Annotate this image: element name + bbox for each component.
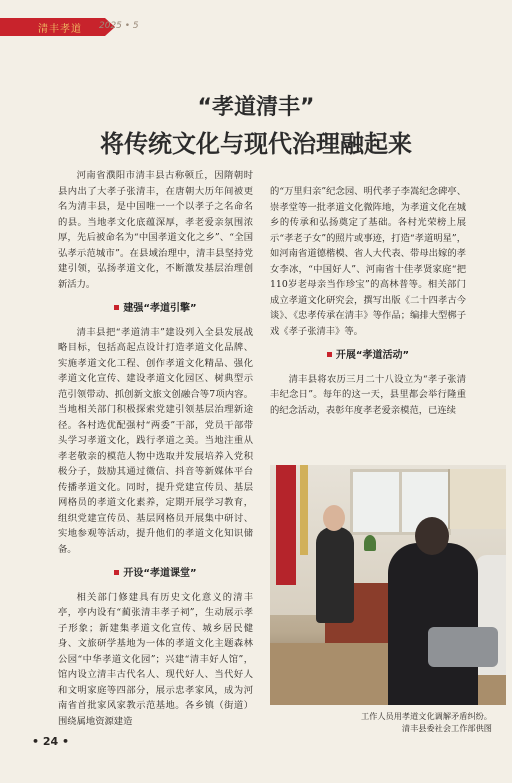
section-engine-paragraph: 清丰县把“孝道清丰”建设列入全县发展战略目标，包括高起点设计打造孝道文化品牌、实施孝道文化工程、创作孝道文化精品、强化孝道文化宣传、建设孝道文化园区、树典型示范引领带动、抓创新文旅文创融合等7项内容。当地相关部门积极探索党建引领基层治理新途径。各村选优配强村“两委”干部，党员干部带头学习孝道文化，践行孝道之美。当地注重从孝老敬亲的模范人物中选取并发展培养入党积极分子，鼓励其通过微信、抖音等新媒体平台传播孝道文化。同时，提升党建宣传员、基层网格员的孝道文化素养，定期开展学习教育，组织党建宣传员、基层网格员开展集中研讨、实地参观等活动，提升他们的孝道文化知识储备。 — [58, 326, 253, 555]
section-activity-paragraph: 清丰县将农历三月二十八设立为“孝子张清丰纪念日”。每年的这一天，县里都会举行隆重的纪念活动，表彰年度孝老爱亲模范，已连续 — [270, 373, 466, 416]
left-column — [58, 168, 253, 729]
article-title-line-2: 将传统文化与现代治理融起来 — [100, 130, 412, 158]
section-heading-engine: 建强“孝道引擎” — [58, 301, 253, 317]
mediation-photo — [270, 465, 506, 705]
right-column — [270, 184, 466, 418]
section-heading-classroom: 开设“孝道课堂” — [58, 566, 253, 582]
issue-number: 2025 • 5 — [99, 21, 139, 31]
section-heading-activity: 开展“孝道活动” — [270, 348, 466, 364]
caption-credit: 清丰县委社会工作部供图 — [401, 723, 492, 733]
magazine-logo: 清丰孝道 — [38, 24, 82, 35]
section-classroom-paragraph: 相关部门修建具有历史文化意义的清丰亭，亭内设有“蔺张清丰孝子祠”，生动展示孝子形象；新建集孝道文化宣传、城乡居民健身、文旅研学基地为一体的孝道文化主题森林公园“中华孝道文化园”；兴建“清丰好人馆”，馆内设立清丰古代名人、现代好人、当代好人和文明家庭等四部分，展示忠孝家风，成为河南省首批家风家教示范基地。各乡镇（街道）围绕属地资源建造 — [58, 591, 253, 727]
continued-paragraph: 的“万里归亲”纪念园、明代孝子李嵩纪念碑亭、崇孝堂等一批孝道文化微阵地，为孝道文化在城乡的传承和弘扬奠定了基础。各村光荣榜上展示“孝老子女”的照片或事迹，打造“孝道明星”，如河南省道德楷模、省人大代表、带母出嫁的孝女李冰，“中国好人”、河南省十佳孝贤家庭“把110岁老母亲当作珍宝”的高林普等。相关部门成立孝道文化研究会，撰写出版《二十四孝古今谈》、《忠孝传承在清丰》等作品；编排大型梆子戏《孝子张清丰》等。 — [270, 186, 466, 337]
intro-paragraph: 河南省濮阳市清丰县古称顿丘，因隋朝时县内出了大孝子张清丰，在唐朝大历年间被更名为清丰县，是中国唯一一个以孝子之名命名的县。当地孝文化底蕴深厚，孝老爱亲氛围浓厚，先后被命名为“中国孝道文化之乡”、“全国弘孝示范城市”。在县域治理中，清丰县坚持党建引领，弘扬孝道文化，不断激发基层治理创新活力。 — [58, 170, 253, 290]
caption-line-1: 工作人员用孝道文化调解矛盾纠纷。 — [360, 711, 492, 721]
page-number: • 24 • — [32, 735, 70, 748]
photo-caption — [252, 710, 492, 734]
article-title-line-1: “孝道清丰” — [197, 95, 315, 120]
